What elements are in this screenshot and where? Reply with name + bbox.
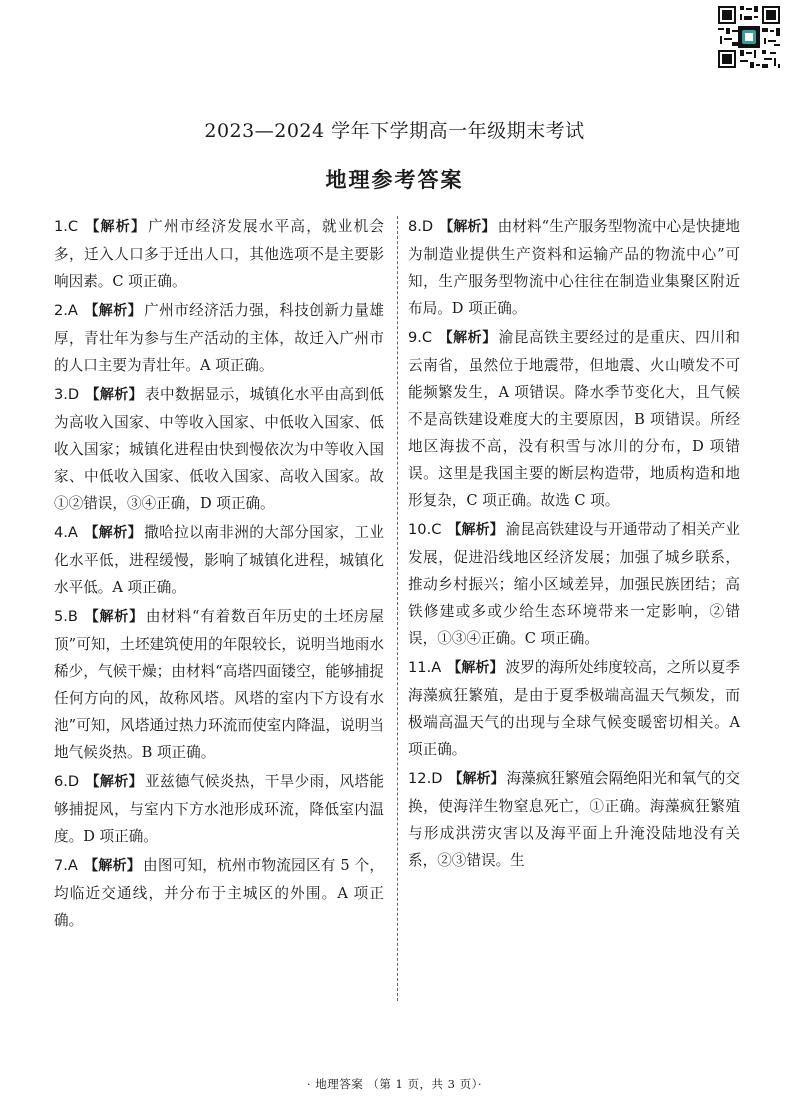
answer-number: 4.A [54,524,78,541]
answer-item [408,765,740,874]
analysis-tag: 【解析】 [439,219,496,235]
page-subtitle: 地理参考答案 [325,168,464,192]
answer-column-right [408,213,740,876]
answer-number: 6.D [54,773,80,790]
analysis-tag: 【解析】 [84,219,147,235]
analysis-tag: 【解析】 [447,522,504,538]
answer-item [54,852,384,934]
answer-number: 11.A [408,659,442,676]
answer-number: 5.B [54,608,78,625]
answer-item [408,654,740,763]
answer-item [54,519,384,601]
answer-text: 表中数据显示，城镇化水平由高到低为高收入国家、中等收入国家、中低收入国家、低收入国家；城镇化进程由快到慢依次为中等收入国家、中低收入国家、低收入国家、高收入国家。故①②错误，③④正确，D 项正确。 [54,386,384,512]
qr-code-icon [716,4,782,70]
answer-item [54,381,384,517]
answer-item [408,324,740,514]
answer-text: 波罗的海所处纬度较高，之所以夏季海藻疯狂繁殖，是由于夏季极端高温天气频发，而极端高温天气的出现与全球气候变暖密切相关。A 项正确。 [408,659,740,758]
analysis-tag: 【解析】 [83,858,142,874]
answer-number: 7.A [54,857,78,874]
answer-item [54,297,384,379]
analysis-tag: 【解析】 [83,609,144,625]
answer-text: 广州市经济发展水平高，就业机会多，迁入人口多于迁出人口，其他选项不是主要影响因素。C 项正确。 [54,218,384,290]
answer-text: 由材料“有着数百年历史的土坯房屋顶”可知，土坯建筑使用的年限较长，说明当地雨水稀少，气候干燥；由材料“高塔四面镂空，能够捕捉任何方向的风，故称风塔。风塔的室内下方设有水池”可知，风塔通过热力环流而使室内降温，说明当地气候炎热。B 项正确。 [54,608,384,761]
answer-column-left [54,213,384,936]
answer-text: 亚兹德气候炎热，干旱少雨，风塔能够捕捉风，与室内下方水池形成环流，降低室内温度。D 项正确。 [54,773,384,845]
analysis-tag: 【解析】 [83,303,143,319]
answer-item [408,516,740,652]
answer-number: 10.C [408,521,442,538]
analysis-tag: 【解析】 [447,660,504,676]
answer-number: 12.D [408,770,443,787]
answer-item [408,213,740,322]
analysis-tag: 【解析】 [85,387,143,403]
analysis-tag: 【解析】 [438,330,497,346]
answer-text: 由材料“生产服务型物流中心是快捷地为制造业提供生产资料和运输产品的物流中心”可知，生产服务型物流中心往往在制造业集聚区附近布局。D 项正确。 [408,218,741,317]
answer-text: 由图可知，杭州市物流园区有 5 个，均临近交通线，并分布于主城区的外围。A 项正确。 [54,857,384,929]
answer-text: 广州市经济活力强，科技创新力量雄厚，青壮年为参与生产活动的主体，故迁入广州市的人口主要为青壮年。A 项正确。 [54,302,384,374]
answer-text: 撒哈拉以南非洲的大部分国家，工业化水平低，进程缓慢，影响了城镇化进程，城镇化水平低。A 项正确。 [54,524,384,596]
analysis-tag: 【解析】 [85,774,143,790]
analysis-tag: 【解析】 [83,525,143,541]
answer-number: 1.C [54,218,79,235]
answer-text: 海藻疯狂繁殖会隔绝阳光和氧气的交换，使海洋生物窒息死亡，①正确。海藻疯狂繁殖与形成洪涝灾害以及海平面上升淹没陆地没有关系，②③错误。生 [408,770,740,869]
page-footer: · 地理答案 （第 1 页，共 3 页）· [306,1077,483,1091]
answer-number: 3.D [54,386,80,403]
page-title: 2023—2024 学年下学期高一年级期末考试 [204,120,585,142]
answer-text: 渝昆高铁建设与开通带动了相关产业发展，促进沿线地区经济发展；加强了城乡联系，推动乡村振兴；缩小区域差异，加强民族团结；高铁修建或多或少给生态环境带来一定影响，②错误，①③④正确。C 项正确。 [408,521,740,647]
answer-item [54,213,384,295]
column-divider [397,216,398,1001]
answer-number: 2.A [54,302,78,319]
answer-number: 8.D [408,218,434,235]
answer-text: 渝昆高铁主要经过的是重庆、四川和云南省，虽然位于地震带，但地震、火山喷发不可能频繁发生，A 项错误。降水季节变化大，且气候不是高铁建设难度大的主要原因，B 项错误。所经地区海拔不高，没有积雪与冰川的分布，D 项错误。这里是我国主要的断层构造带，地质构造和地形复杂，C 项正确。故选 C 项。 [408,329,740,509]
answer-number: 9.C [408,329,433,346]
answer-item [54,603,384,766]
analysis-tag: 【解析】 [448,771,505,787]
answer-item [54,768,384,850]
